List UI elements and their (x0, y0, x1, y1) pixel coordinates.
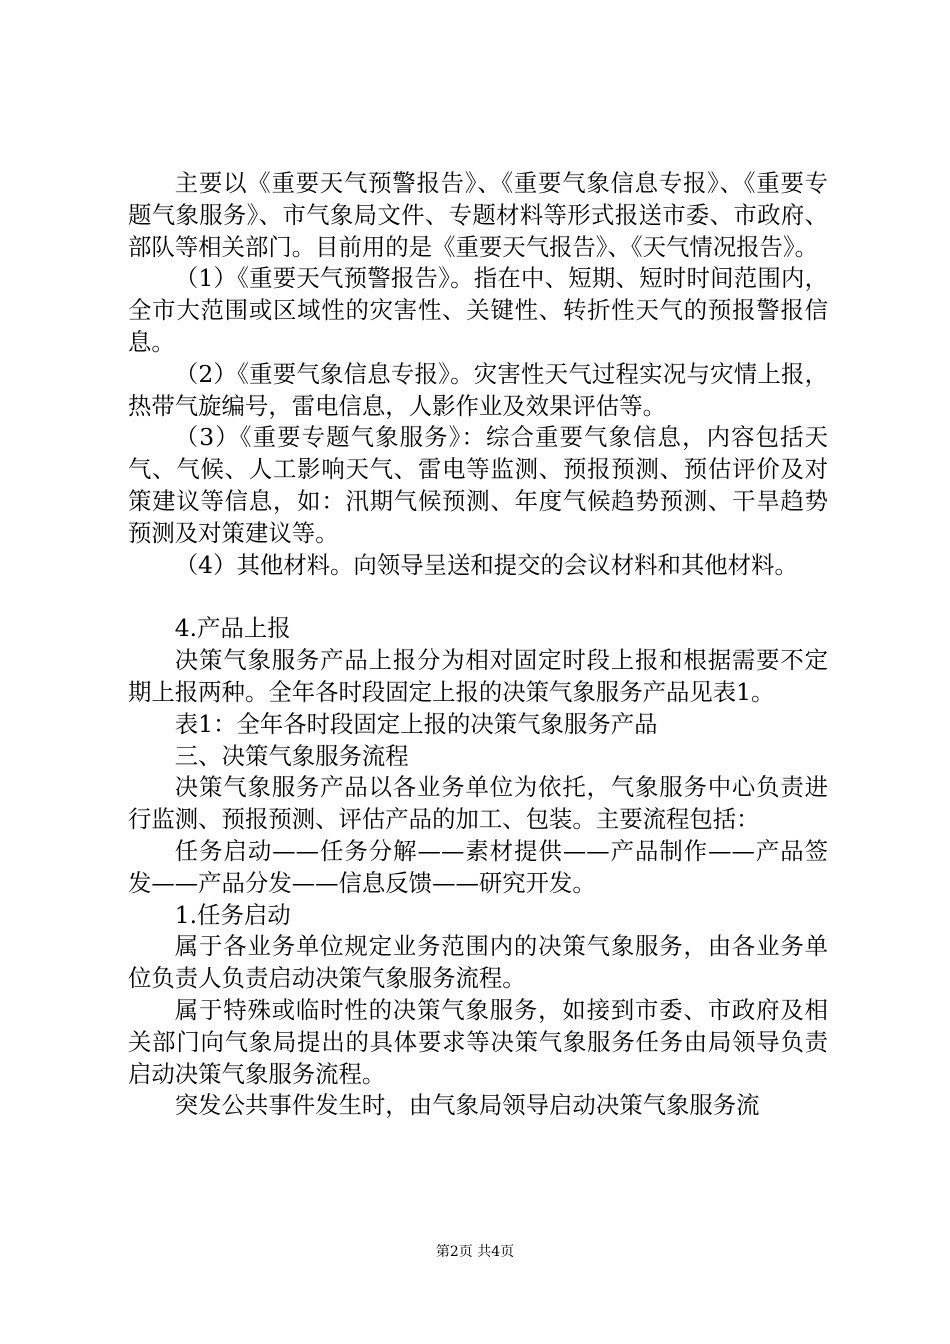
table-caption: 表1：全年各时段固定上报的决策气象服务产品 (174, 709, 658, 738)
paragraph: （4）其他材料。向领导呈送和提交的会议材料和其他材料。 (174, 550, 798, 579)
paragraph: （1）《重要天气预警报告》。指在中、短期、短时时间范围内，全市大范围或区域性的灾害性、关键性、转折性天气的预报警报信息。 (128, 264, 828, 356)
section-heading: 1.任务启动 (174, 900, 291, 929)
section-heading: 三、决策气象服务流程 (174, 741, 409, 770)
paragraph: 任务启动——任务分解——素材提供——产品制作——产品签发——产品分发——信息反馈——研究开发。 (128, 836, 828, 897)
paragraph: 属于各业务单位规定业务范围内的决策气象服务，由各业务单位负责人负责启动决策气象服务流程。 (128, 932, 828, 993)
paragraph: （3）《重要专题气象服务》：综合重要气象信息，内容包括天气、气候、人工影响天气、雷电等监测、预报预测、预估评价及对策建议等信息，如：汛期气候预测、年度气候趋势预测、干旱趋势预测及对策建议等。 (128, 423, 828, 547)
document-body (128, 168, 828, 1122)
paragraph: 主要以《重要天气预警报告》、《重要气象信息专报》、《重要专题气象服务》、市气象局文件、专题材料等形式报送市委、市政府、部队等相关部门。目前用的是《重要天气报告》、《天气情况报告》。 (128, 169, 828, 261)
page-footer: 第2页 共4页 (435, 1244, 515, 1260)
section-heading: 4.产品上报 (174, 614, 291, 643)
paragraph: 决策气象服务产品以各业务单位为依托，气象服务中心负责进行监测、预报预测、评估产品的加工、包装。主要流程包括： (128, 773, 828, 834)
paragraph: 属于特殊或临时性的决策气象服务，如接到市委、市政府及相关部门向气象局提出的具体要求等决策气象服务任务由局领导负责启动决策气象服务流程。 (128, 995, 828, 1088)
paragraph: 决策气象服务产品上报分为相对固定时段上报和根据需要不定期上报两种。全年各时段固定上报的决策气象服务产品见表1。 (128, 646, 828, 706)
paragraph: （2）《重要气象信息专报》。灾害性天气过程实况与灾情上报，热带气旋编号，雷电信息，人影作业及效果评估等。 (128, 359, 828, 420)
section-spacer (128, 581, 828, 613)
paragraph: 突发公共事件发生时，由气象局领导启动决策气象服务流 (174, 1091, 760, 1120)
